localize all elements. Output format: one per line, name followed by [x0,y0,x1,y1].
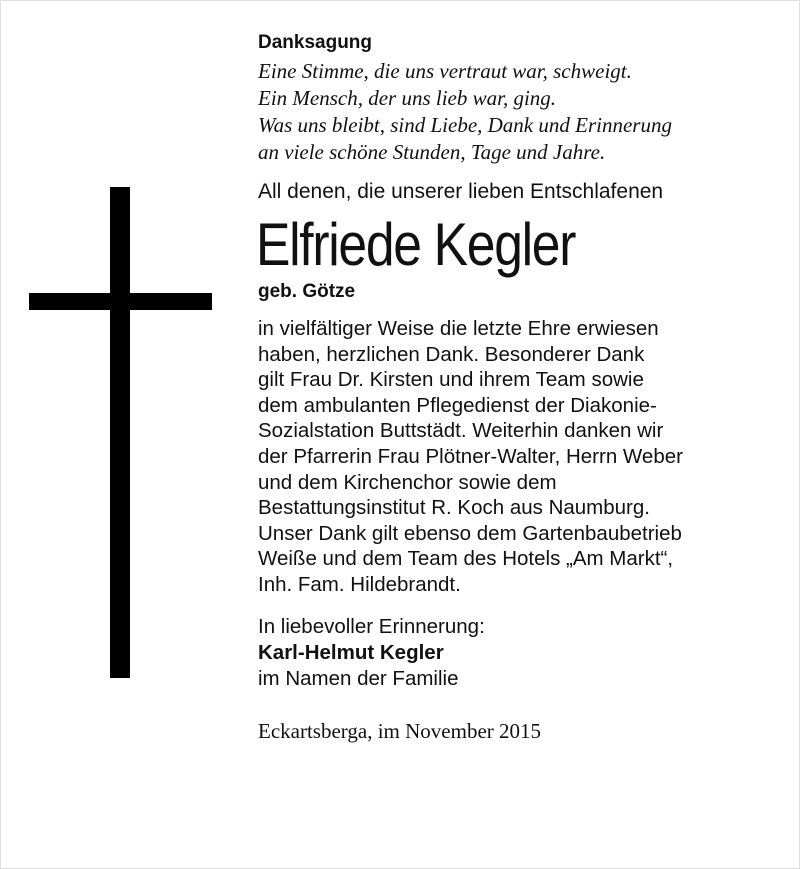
deceased-name: Elfriede Kegler [256,211,576,278]
poem-line: Ein Mensch, der uns lieb war, ging. [258,86,557,110]
closing-line: In liebevoller Erinnerung: [258,614,485,638]
place-date: Eckartsberga, im November 2015 [258,718,542,743]
closing-block [258,614,778,692]
body-line: Unser Dank gilt ebenso dem Gartenbaubetrieb [258,521,682,545]
body-line: Inh. Fam. Hildebrandt. [258,572,461,596]
body-line: Weiße und dem Team des Hotels „Am Markt“, [258,547,674,571]
intro-line: All denen, die unserer lieben Entschlafenen [258,180,664,203]
cross-horizontal-bar [29,293,212,310]
thanks-body [258,316,778,598]
poem-line: Was uns bleibt, sind Liebe, Dank und Erinnerung [258,113,672,137]
body-line: haben, herzlichen Dank. Besonderer Dank [258,342,645,366]
body-line: Sozialstation Buttstädt. Weiterhin danken wir [258,419,664,443]
poem [258,58,778,166]
notice-heading: Danksagung [258,32,373,53]
body-line: der Pfarrerin Frau Plötner-Walter, Herrn Weber [258,444,683,468]
body-line: Bestattungsinstitut R. Koch aus Naumburg. [258,496,650,520]
poem-line: Eine Stimme, die uns vertraut war, schweigt. [258,59,632,83]
body-line: dem ambulanten Pflegedienst der Diakonie- [258,393,657,417]
poem-line: an viele schöne Stunden, Tage und Jahre. [258,140,606,164]
signer-name: Karl-Helmut Kegler [258,640,444,664]
birth-name: geb. Götze [258,281,356,302]
body-line: und dem Kirchenchor sowie dem [258,470,557,494]
body-line: in vielfältiger Weise die letzte Ehre erwiesen [258,317,659,340]
cross-vertical-bar [110,187,130,678]
body-line: gilt Frau Dr. Kirsten und ihrem Team sowie [258,368,644,392]
notice-text-column [258,30,778,744]
signer-note: im Namen der Familie [258,666,459,690]
